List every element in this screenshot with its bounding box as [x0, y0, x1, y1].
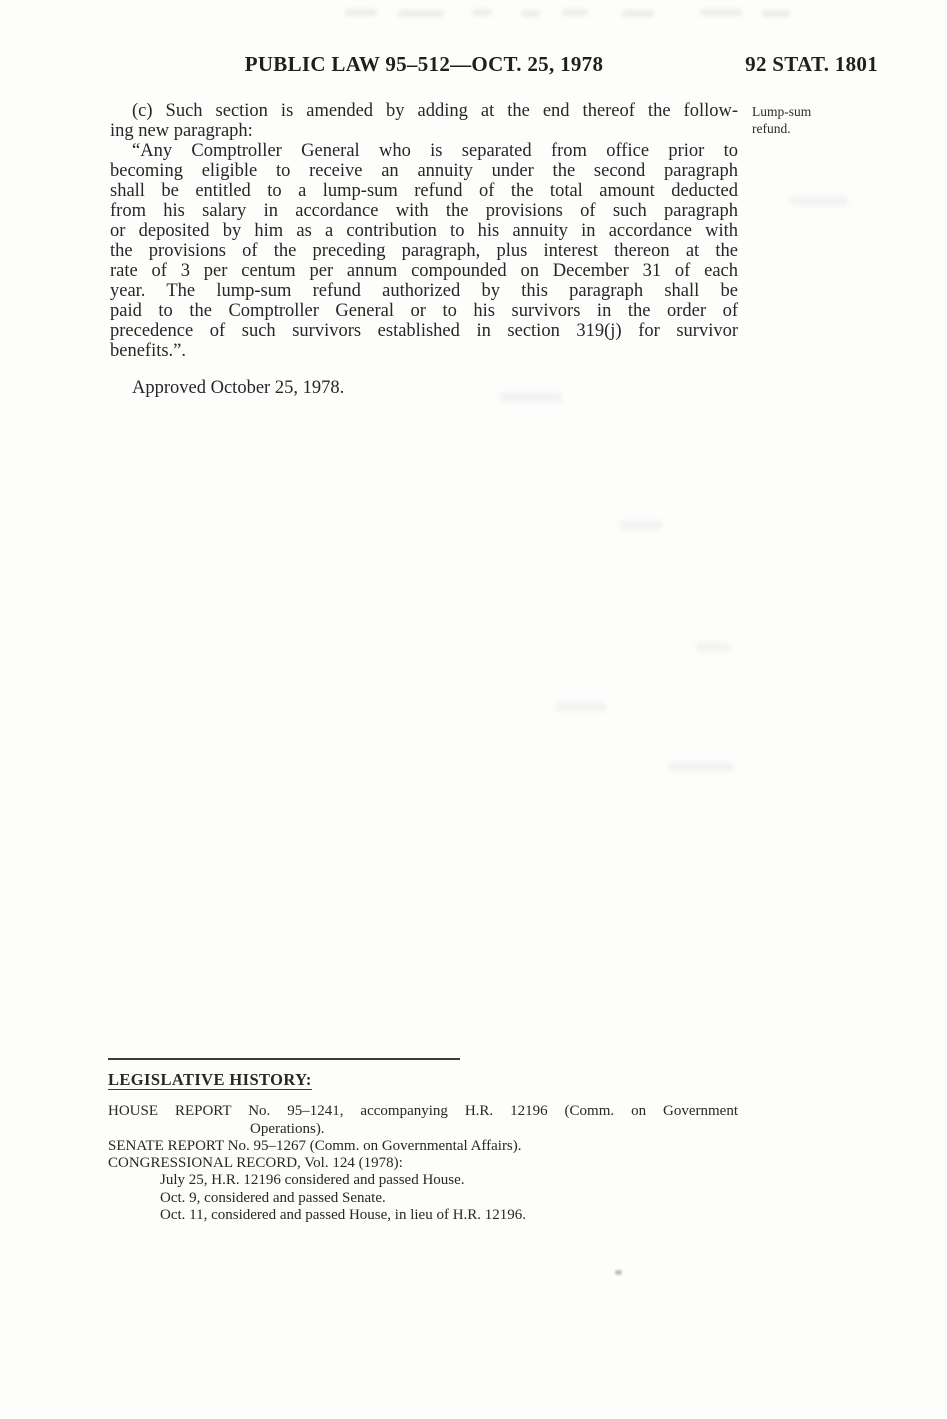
- body-text: [110, 101, 738, 398]
- text-line: rate of 3 per centum per annum compounded on December 31 of each: [110, 261, 738, 281]
- house-report-entry: [108, 1103, 738, 1138]
- text-line: Operations).: [250, 1120, 325, 1137]
- text-line: “Any Comptroller General who is separated from office prior to: [132, 141, 738, 161]
- scan-smudge: [762, 10, 790, 17]
- senate-report-entry: SENATE REPORT No. 95–1267 (Comm. on Governmental Affairs).: [108, 1137, 522, 1154]
- margin-note: [752, 104, 882, 137]
- text-line: benefits.”.: [110, 341, 187, 361]
- statute-page-number: 92 STAT. 1801: [745, 52, 878, 76]
- scan-smudge: [620, 520, 662, 530]
- text-line: from his salary in accordance with the provisions of such paragraph: [110, 201, 738, 221]
- text-line: the provisions of the preceding paragraph, plus interest thereon at the: [110, 241, 738, 261]
- text-line: shall be entitled to a lump-sum refund of the total amount deducted: [110, 181, 738, 201]
- quoted-paragraph: [110, 141, 738, 361]
- text-line: Lump-sum: [752, 104, 812, 119]
- scan-smudge: [700, 9, 742, 16]
- text-line: (c) Such section is amended by adding at the end thereof the follow-: [132, 101, 738, 121]
- scan-smudge: [521, 10, 540, 17]
- history-divider: [108, 1058, 460, 1060]
- scan-smudge: [696, 642, 730, 652]
- text-line: or deposited by him as a contribution to his annuity in accordance with: [110, 221, 738, 241]
- text-line: HOUSE REPORT No. 95–1241, accompanying H.R. 12196 (Comm. on Government: [108, 1103, 738, 1120]
- legislative-history: [108, 1058, 738, 1224]
- congressional-record-entries: [108, 1172, 738, 1224]
- scan-smudge: [622, 10, 654, 17]
- scan-smudge: [345, 9, 377, 16]
- text-line: paid to the Comptroller General or to his survivors in the order of: [110, 301, 738, 321]
- paragraph-c: [110, 101, 738, 141]
- approval-line: Approved October 25, 1978.: [132, 378, 345, 398]
- scan-smudge: [562, 9, 588, 16]
- text-line: Oct. 9, considered and passed Senate.: [160, 1189, 386, 1206]
- text-line: refund.: [752, 120, 791, 136]
- scan-smudge: [472, 9, 492, 16]
- text-line: ing new paragraph:: [110, 121, 253, 141]
- scan-smudge: [668, 762, 734, 772]
- legislative-history-heading: LEGISLATIVE HISTORY:: [108, 1070, 312, 1089]
- text-line: year. The lump-sum refund authorized by this paragraph shall be: [110, 281, 738, 301]
- scan-smudge: [556, 702, 606, 712]
- text-line: precedence of such survivors established in section 319(j) for survivor: [110, 321, 738, 341]
- congressional-record-heading: CONGRESSIONAL RECORD, Vol. 124 (1978):: [108, 1155, 403, 1172]
- text-line: becoming eligible to receive an annuity under the second paragraph: [110, 161, 738, 181]
- scan-smudge: [790, 196, 848, 206]
- scan-dot: [615, 1270, 622, 1275]
- text-line: Oct. 11, considered and passed House, in lieu of H.R. 12196.: [160, 1207, 527, 1224]
- text-line: July 25, H.R. 12196 considered and passed House.: [160, 1172, 465, 1189]
- page-header: [110, 52, 878, 80]
- scan-smudge: [398, 10, 444, 17]
- law-title: PUBLIC LAW 95–512—OCT. 25, 1978: [244, 52, 604, 76]
